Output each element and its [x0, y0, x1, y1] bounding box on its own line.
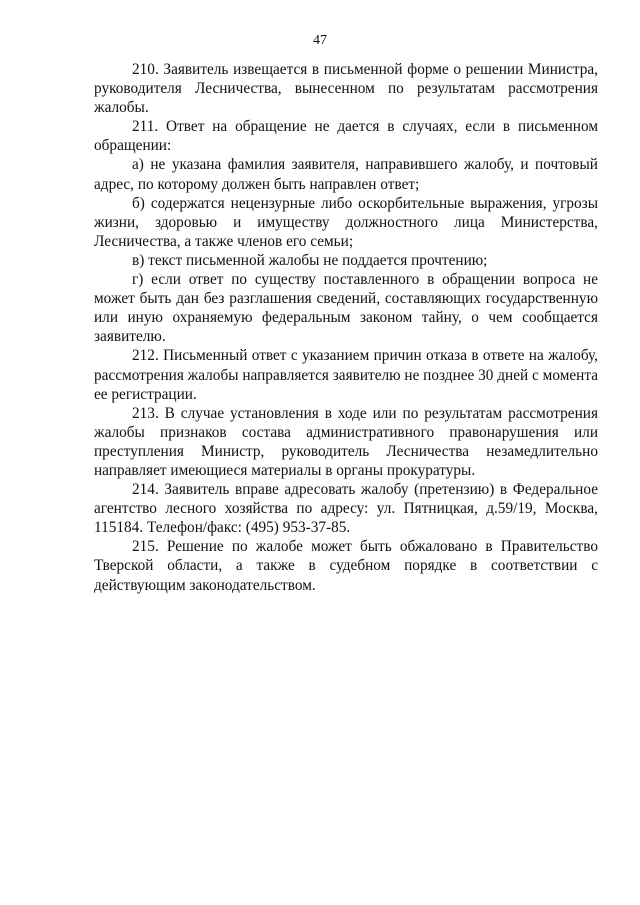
paragraph-213: 213. В случае установления в ходе или по результатам рассмотрения жалобы признаков состава административного правонарушения или преступления Министр, руководитель Лесничества незамедлительно направляет имеющиеся материалы в органы прокуратуры.: [94, 404, 598, 479]
paragraph-210: 210. Заявитель извещается в письменной форме о решении Министра, руководителя Лесничества, вынесенном по результатам рассмотрения жалобы.: [94, 61, 598, 117]
paragraph-211-item-v: в) текст письменной жалобы не поддается прочтению;: [132, 251, 488, 269]
paragraph-211-item-g: г) если ответ по существу поставленного в обращении вопроса не может быть дан без разглашения сведений, составляющих государственную или иную охраняемую федеральным законом тайну, о чем сообщается заявителю.: [94, 271, 598, 346]
paragraph-211-item-a: а) не указана фамилия заявителя, направившего жалобу, и почтовый адрес, по которому должен быть направлен ответ;: [94, 156, 598, 193]
page-number: 47: [313, 33, 327, 48]
paragraph-214: 214. Заявитель вправе адресовать жалобу (претензию) в Федеральное агентство лесного хозяйства по адресу: ул. Пятницкая, д.59/19, Москва, 115184. Телефон/факс: (495) 953-37-85.: [94, 481, 598, 537]
paragraph-212: 212. Письменный ответ с указанием причин отказа в ответе на жалобу, рассмотрения жалобы направляется заявителю не позднее 30 дней с момента ее регистрации.: [94, 347, 599, 403]
paragraph-211: 211. Ответ на обращение не дается в случаях, если в письменном обращении:: [94, 118, 598, 155]
paragraph-215: 215. Решение по жалобе может быть обжаловано в Правительство Тверской области, а также в судебном порядке в соответствии с действующим законодательством.: [94, 538, 598, 594]
paragraph-211-item-b: б) содержатся нецензурные либо оскорбительные выражения, угрозы жизни, здоровью и имуществу должностного лица Министерства, Лесничества, а также членов его семьи;: [94, 194, 598, 250]
document-body: [94, 60, 598, 595]
